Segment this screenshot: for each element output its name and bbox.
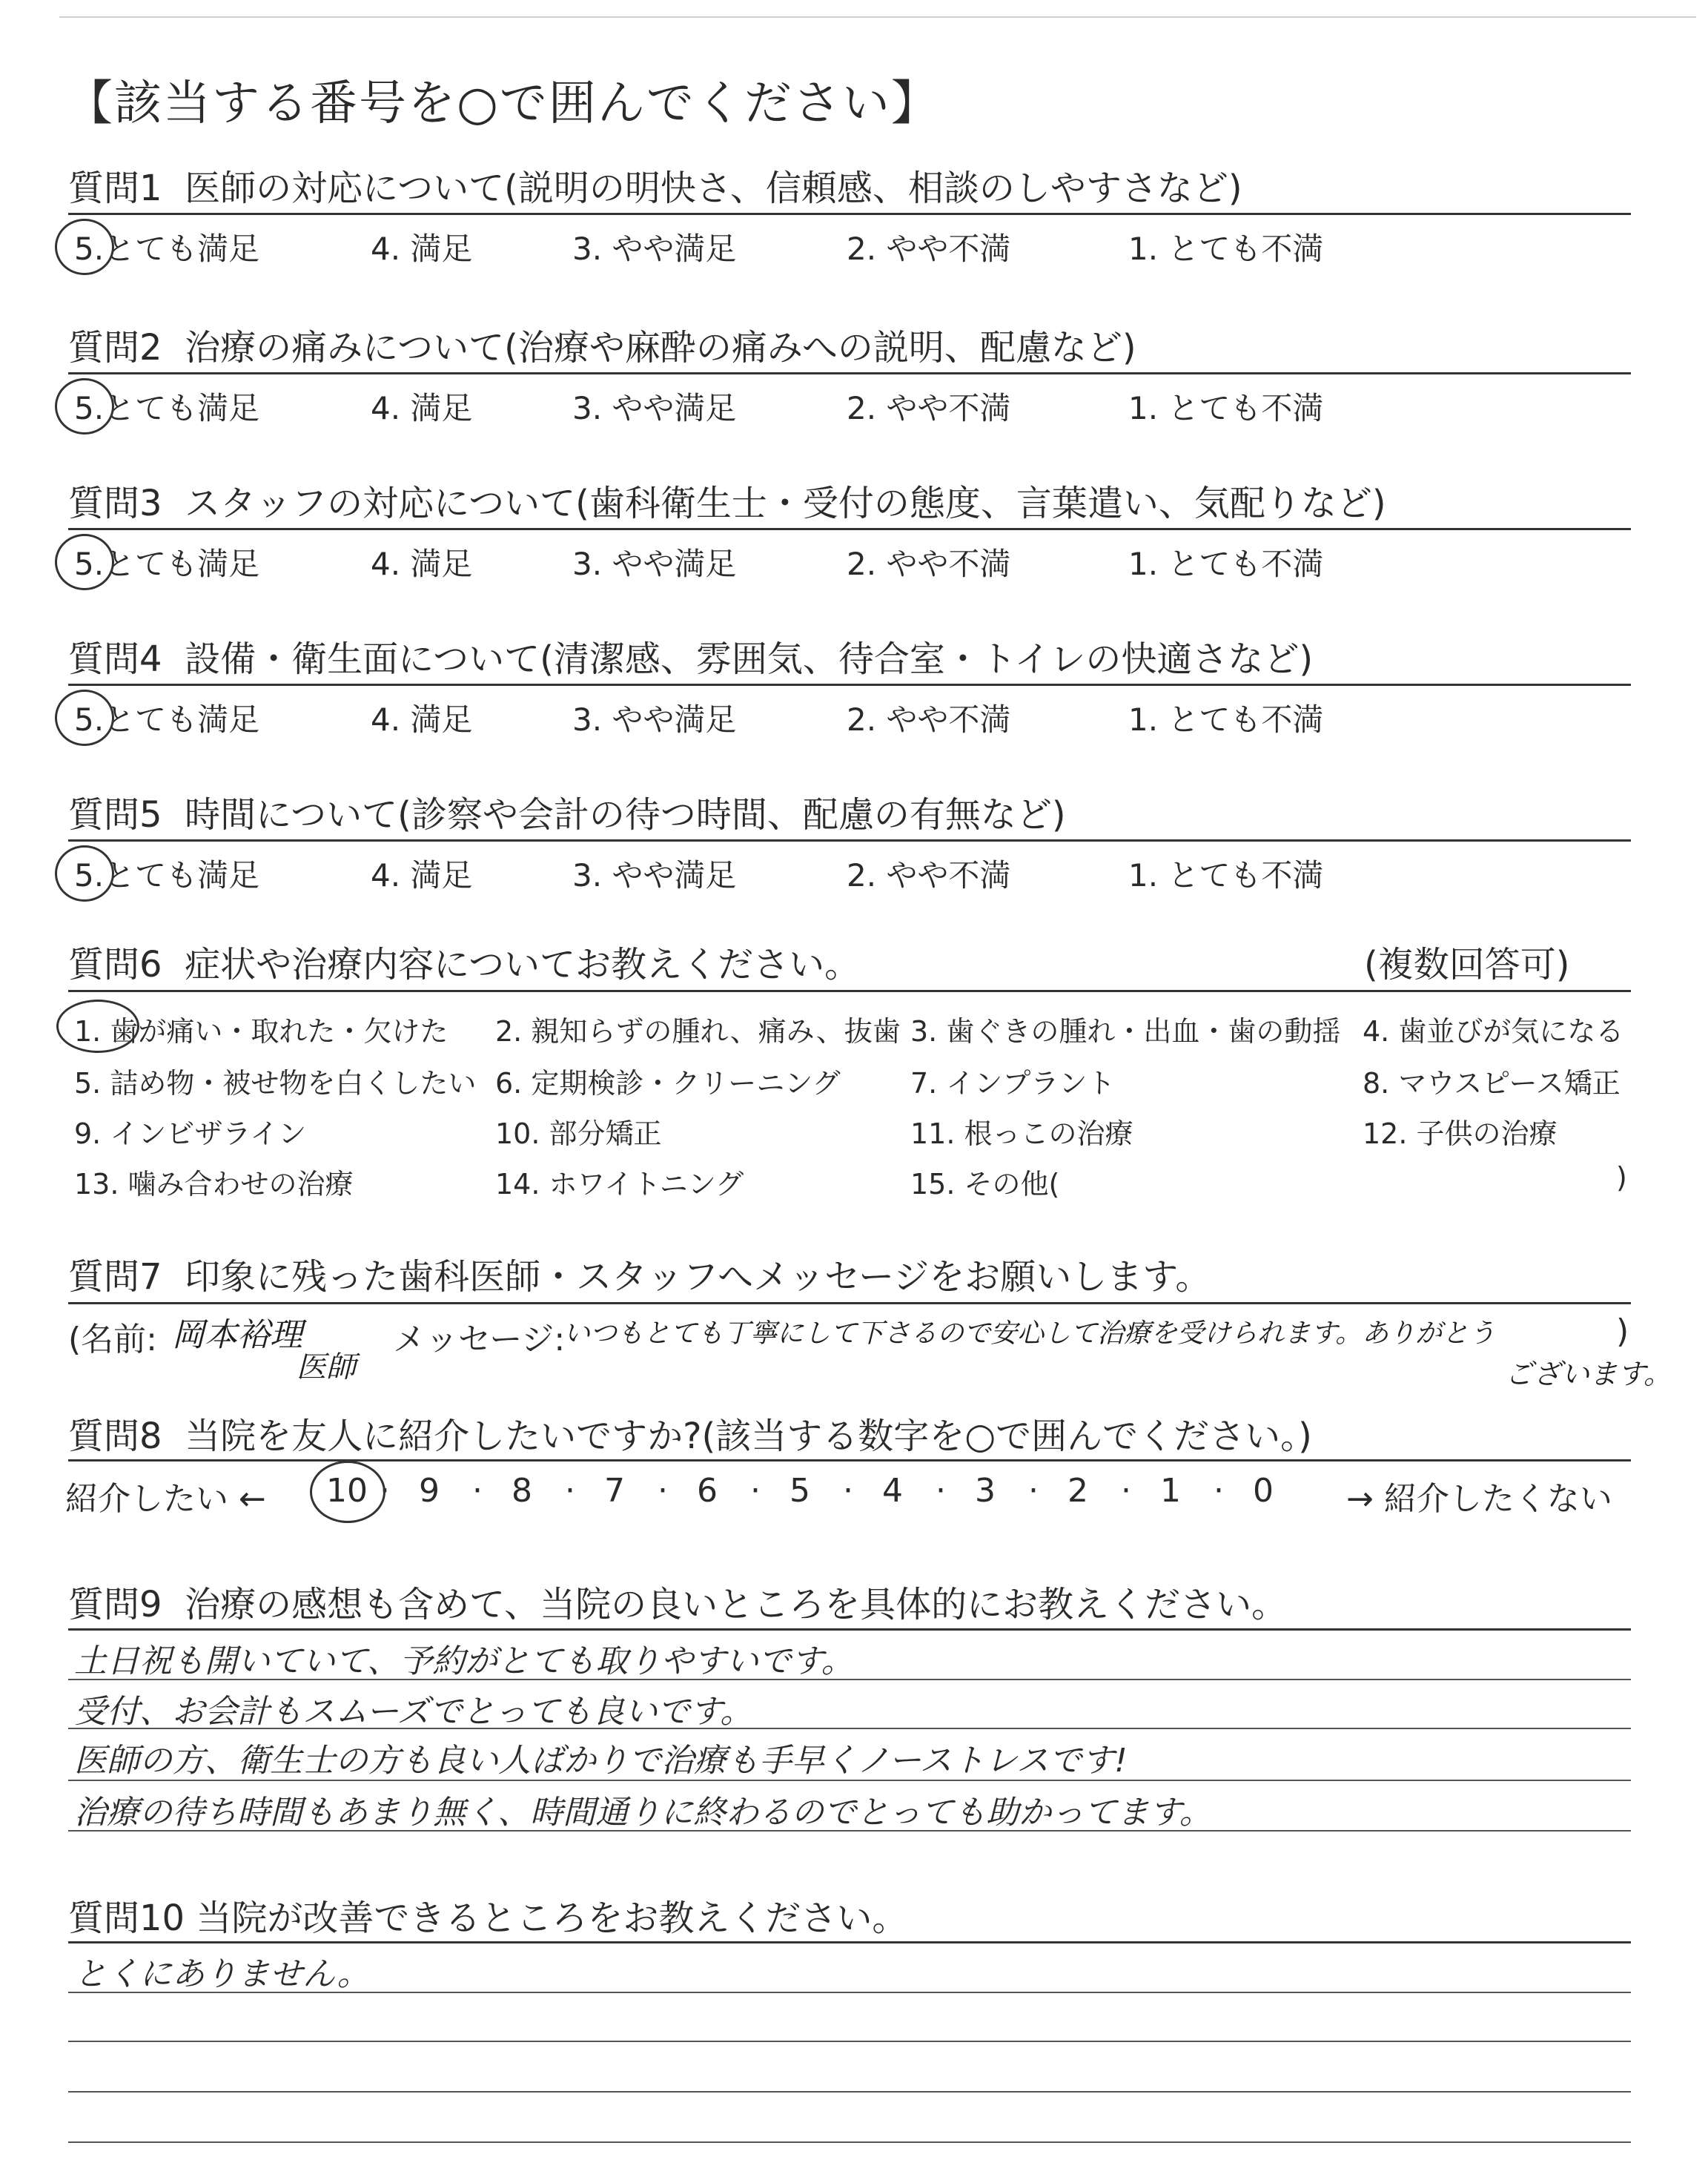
q10-label: 質問10	[68, 1898, 185, 1939]
q2-option-2: 2. やや不満	[847, 390, 1011, 426]
q9-text: 治療の感想も含めて、当院の良いところを具体的にお教えください。	[185, 1584, 1288, 1625]
q6-option-8: 8. マウスピース矯正	[1363, 1067, 1621, 1100]
q3-heading	[68, 475, 1386, 526]
q6-option-10: 10. 部分矯正	[495, 1117, 662, 1150]
q7-heading	[68, 1248, 1211, 1299]
q5-rule	[68, 839, 1631, 842]
q8-scale-9: 9	[419, 1472, 440, 1510]
q6-option-14: 14. ホワイトニング	[495, 1168, 744, 1200]
q8-scale-10: 10	[326, 1472, 368, 1510]
top-border	[59, 16, 1696, 18]
q1-text: 医師の対応について(説明の明快さ、信頼感、相談のしやすさなど)	[185, 168, 1242, 209]
q7-close: )	[1616, 1312, 1629, 1350]
q10-rule-3	[68, 2091, 1631, 2093]
q8-dot: ·	[843, 1472, 853, 1510]
q2-text: 治療の痛みについて(治療や麻酔の痛みへの説明、配慮など)	[185, 327, 1136, 369]
q8-dot: ·	[750, 1472, 761, 1510]
q9-heading	[68, 1576, 1287, 1627]
q2-option-1: 1. とても不満	[1128, 390, 1324, 426]
q6-selected-circle	[56, 1000, 139, 1053]
q6-option-16: )	[1616, 1161, 1627, 1194]
q5-selected-circle	[55, 845, 114, 902]
q1-option-1: 1. とても不満	[1128, 231, 1324, 267]
q2-selected-circle	[55, 378, 114, 435]
q4-option-3: 3. やや満足	[572, 701, 737, 738]
q3-label: 質問3	[68, 483, 162, 524]
q5-label: 質問5	[68, 794, 162, 836]
q8-scale-5: 5	[790, 1472, 810, 1510]
q10-rule-2	[68, 2041, 1631, 2042]
q8-label: 質問8	[68, 1416, 162, 1457]
q6-option-12: 12. 子供の治療	[1363, 1117, 1558, 1150]
q6-option-6: 6. 定期検診・クリーニング	[495, 1067, 841, 1100]
q2-heading	[68, 319, 1136, 370]
q8-selected-circle	[310, 1461, 385, 1523]
q9-label: 質問9	[68, 1584, 162, 1625]
q4-rule	[68, 684, 1631, 686]
q3-option-5: 5.とても満足	[74, 546, 260, 582]
q8-dot: ·	[565, 1472, 575, 1510]
q2-rule	[68, 372, 1631, 374]
q6-label: 質問6	[68, 944, 162, 985]
q8-dot: ·	[936, 1472, 946, 1510]
q3-text: スタッフの対応について(歯科衛生士・受付の態度、言葉遣い、気配りなど)	[185, 483, 1386, 524]
q8-scale-2: 2	[1068, 1472, 1088, 1510]
q4-option-2: 2. やや不満	[847, 701, 1011, 738]
q8-heading	[68, 1407, 1312, 1459]
q4-selected-circle	[55, 690, 114, 746]
q10-rule-0	[68, 1941, 1631, 1943]
q6-option-15: 15. その他(	[910, 1168, 1060, 1200]
q10-heading	[68, 1889, 907, 1941]
q8-dot: ·	[1121, 1472, 1131, 1510]
q1-option-2: 2. やや不満	[847, 231, 1011, 267]
q9-answer-4: 治療の待ち時間もあまり無く、時間通りに終わるのでとっても助かってます。	[74, 1794, 1212, 1832]
q8-text: 当院を友人に紹介したいですか?(該当する数字を○で囲んでください。)	[185, 1416, 1312, 1457]
q4-text: 設備・衛生面について(清潔感、雰囲気、待合室・トイレの快適さなど)	[185, 638, 1314, 680]
q5-option-4: 4. 満足	[371, 857, 473, 894]
q1-option-3: 3. やや満足	[572, 231, 737, 267]
q6-option-4: 4. 歯並びが気になる	[1363, 1015, 1624, 1048]
q2-label: 質問2	[68, 327, 162, 369]
q3-option-2: 2. やや不満	[847, 546, 1011, 582]
q1-heading	[68, 159, 1242, 211]
q9-answer-2: 受付、お会計もスムーズでとっても良いです。	[74, 1693, 753, 1731]
q6-heading	[68, 936, 860, 987]
q8-scale-0: 0	[1253, 1472, 1274, 1510]
q8-left-label: 紹介したい ←	[65, 1480, 266, 1518]
q8-right-label: → 紹介したくない	[1346, 1480, 1612, 1518]
q6-option-1: 1. 歯が痛い・取れた・欠けた	[74, 1015, 448, 1048]
q5-heading	[68, 786, 1066, 837]
q7-name-label: (名前:	[68, 1321, 157, 1358]
q7-message-label: メッセージ:	[393, 1321, 566, 1358]
q6-rule	[68, 990, 1631, 992]
q10-rule-4	[68, 2141, 1631, 2143]
q7-label: 質問7	[68, 1256, 162, 1298]
q7-name-value: 岡本裕理	[172, 1316, 302, 1354]
q6-option-5: 5. 詰め物・被せ物を白くしたい	[74, 1067, 477, 1100]
q2-option-4: 4. 満足	[371, 390, 473, 426]
q4-label: 質問4	[68, 638, 162, 680]
q8-dot: ·	[1214, 1472, 1224, 1510]
q5-option-1: 1. とても不満	[1128, 857, 1324, 894]
q1-option-4: 4. 満足	[371, 231, 473, 267]
q3-option-4: 4. 満足	[371, 546, 473, 582]
q3-option-3: 3. やや満足	[572, 546, 737, 582]
q9-rule-0	[68, 1628, 1631, 1631]
page-title: 【該当する番号を○で囲んでください】	[65, 76, 940, 131]
q6-option-11: 11. 根っこの治療	[910, 1117, 1133, 1150]
q6-option-2: 2. 親知らずの腫れ、痛み、抜歯	[495, 1015, 901, 1048]
q7-text: 印象に残った歯科医師・スタッフへメッセージをお願いします。	[185, 1256, 1211, 1298]
q8-scale-3: 3	[975, 1472, 996, 1510]
q6-option-9: 9. インビザライン	[74, 1117, 307, 1150]
q6-option-13: 13. 噛み合わせの治療	[74, 1168, 354, 1200]
q8-dot: ·	[380, 1472, 390, 1510]
q8-dot: ·	[472, 1472, 483, 1510]
q5-option-2: 2. やや不満	[847, 857, 1011, 894]
q8-scale-8: 8	[512, 1472, 532, 1510]
q4-option-4: 4. 満足	[371, 701, 473, 738]
q6-option-7: 7. インプラント	[910, 1067, 1116, 1100]
q2-option-5: 5.とても満足	[74, 390, 260, 426]
q4-option-5: 5.とても満足	[74, 701, 260, 738]
q5-option-5: 5.とても満足	[74, 857, 260, 894]
q7-message-value-2: ございます。	[1505, 1358, 1672, 1390]
q1-label: 質問1	[68, 168, 162, 209]
q7-message-value: いつもとても丁寧にして下さるので安心して治療を受けられます。ありがとう	[563, 1318, 1496, 1349]
q6-text: 症状や治療内容についてお教えください。	[185, 944, 861, 985]
q8-scale-7: 7	[604, 1472, 625, 1510]
q3-selected-circle	[55, 534, 114, 590]
q8-rule	[68, 1459, 1631, 1462]
q6-option-3: 3. 歯ぐきの腫れ・出血・歯の動揺	[910, 1015, 1341, 1048]
q2-option-3: 3. やや満足	[572, 390, 737, 426]
q10-answer-1: とくにありません。	[74, 1955, 370, 1993]
q7-name-value-2: 医師	[297, 1350, 356, 1384]
q8-scale-6: 6	[697, 1472, 718, 1510]
q8-dot: ·	[1028, 1472, 1039, 1510]
q8-dot: ·	[658, 1472, 668, 1510]
q5-option-3: 3. やや満足	[572, 857, 737, 894]
q8-scale-4: 4	[882, 1472, 903, 1510]
q3-rule	[68, 528, 1631, 530]
q9-answer-1: 土日祝も開いていて、予約がとても取りやすいです。	[74, 1642, 854, 1680]
q4-option-1: 1. とても不満	[1128, 701, 1324, 738]
q6-note: (複数回答可)	[1364, 944, 1570, 985]
q8-scale-1: 1	[1160, 1472, 1181, 1510]
q7-rule	[68, 1302, 1631, 1304]
q5-text: 時間について(診察や会計の待つ時間、配慮の有無など)	[185, 794, 1066, 836]
q3-option-1: 1. とても不満	[1128, 546, 1324, 582]
q1-rule	[68, 213, 1631, 215]
q4-heading	[68, 630, 1313, 681]
q10-text: 当院が改善できるところをお教えください。	[196, 1898, 908, 1939]
q9-answer-3: 医師の方、衛生士の方も良い人ばかりで治療も手早くノーストレスです!	[74, 1742, 1128, 1780]
q1-selected-circle	[55, 219, 114, 275]
q1-option-5: 5.とても満足	[74, 231, 260, 267]
